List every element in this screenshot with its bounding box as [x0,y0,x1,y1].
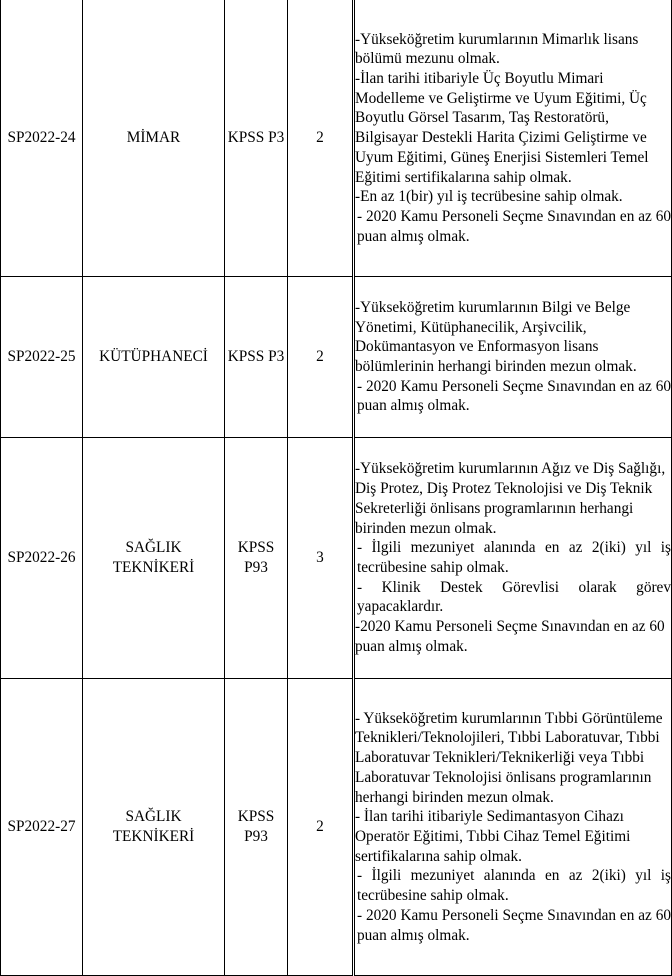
position-code: SP2022-24 [1,0,83,277]
requirements-cell [354,277,672,438]
position-title: MİMAR [83,0,225,277]
requirement-text: - Klinik Destek Görevlisi olarak görev yapacaklardır. [357,578,671,616]
table-row [1,679,672,976]
exam-type: KPSS P93 [225,438,288,679]
exam-type: KPSS P93 [225,679,288,976]
position-title: SAĞLIK TEKNİKERİ [83,438,225,679]
position-count: 2 [288,0,354,277]
exam-type: KPSS P3 [225,277,288,438]
requirements-cell [354,679,672,976]
requirement-text: - 2020 Kamu Personeli Seçme Sınavından en az 60 puan almış olmak. [357,377,671,415]
requirement-text: - Yükseköğretim kurumlarının Tıbbi Görüntüleme Teknikleri/Teknolojileri, Tıbbi Laboratuvar, Tıbbi Laboratuvar Teknikleri/Teknikerliği veya Tıbbi Laboratuvar Teknolojisi önlisans programlarının herhangi birinden mezun olmak. [355,709,663,806]
requirement-text: - İlgili mezuniyet alanında en az 2(iki) yıl iş tecrübesine sahip olmak. [357,867,671,905]
requirements-cell [354,438,672,679]
requirement-text: -2020 Kamu Personeli Seçme Sınavından en az 60 puan almış olmak. [355,618,665,655]
requirement-text: -Yükseköğretim kurumlarının Bilgi ve Belge Yönetimi, Kütüphanecilik, Arşivcilik, Dokümantasyon ve Enformasyon lisans bölümlerinin herhangi birinden mezun olmak. [355,298,637,375]
requirement-text: - 2020 Kamu Personeli Seçme Sınavından en az 60 puan almış olmak. [357,207,671,245]
requirement-text: - 2020 Kamu Personeli Seçme Sınavından en az 60 puan almış olmak. [357,906,671,944]
position-code: SP2022-26 [1,438,83,679]
requirements-cell [354,0,672,277]
requirement-text: -Yükseköğretim kurumlarının Mimarlık lisans bölümü mezunu olmak. [355,30,639,68]
requirement-text: - İlan tarihi itibariyle Sedimantasyon Cihazı Operatör Eğitimi, Tıbbi Cihaz Temel Eğitimi sertifikalarına sahip olmak. [355,808,631,865]
position-count: 2 [288,679,354,976]
position-title: SAĞLIK TEKNİKERİ [83,679,225,976]
table-row [1,277,672,438]
requirement-text: -Yükseköğretim kurumlarının Ağız ve Diş Sağlığı, Diş Protez, Diş Protez Teknolojisi ve Diş Teknik Sekreterliği önlisans programlarının herhangi birinden mezun olmak. [355,460,666,537]
position-count: 2 [288,277,354,438]
exam-type: KPSS P3 [225,0,288,277]
position-title: KÜTÜPHANECİ [83,277,225,438]
position-code: SP2022-27 [1,679,83,976]
requirement-text: - İlgili mezuniyet alanında en az 2(iki) yıl iş tecrübesine sahip olmak. [357,539,671,576]
requirement-text: -İlan tarihi itibariyle Üç Boyutlu Mimari Modelleme ve Geliştirme ve Uyum Eğitimi, Üç Boyutlu Görsel Tasarım, Taş Restoratörü, Bilgisayar Destekli Harita Çizimi Geliştirme ve Uyum Eğitimi, Güneş Enerjisi Sistemleri Temel Eğitimi sertifikalarına sahip olmak. [355,70,649,186]
table-row [1,0,672,277]
position-count: 3 [288,438,354,679]
requirement-text: -En az 1(bir) yıl iş tecrübesine sahip olmak. [355,188,623,206]
table-row [1,438,672,679]
position-code: SP2022-25 [1,277,83,438]
